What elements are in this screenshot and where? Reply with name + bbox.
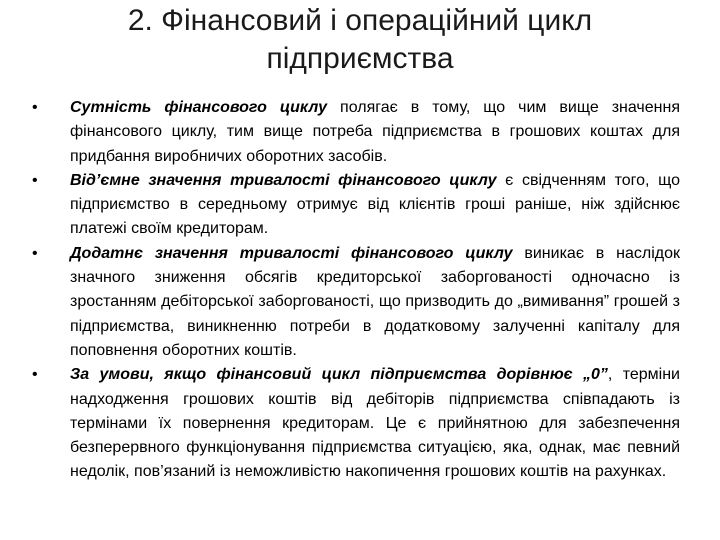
bullet-list	[30, 96, 680, 485]
bullet-icon: •	[32, 244, 38, 262]
slide-title-line-1: 2. Фінансовий і операційний цикл	[127, 4, 593, 37]
bullet-icon: •	[32, 171, 38, 189]
bullet-item-zero-cycle	[30, 363, 680, 484]
bullet-item-positive-cycle	[30, 242, 680, 363]
bullet-emphasis: Додатнє значення тривалості фінансового циклу	[70, 244, 513, 262]
bullet-emphasis: Сутність фінансового циклу	[70, 99, 328, 116]
bullet-icon: •	[32, 366, 38, 384]
bullet-emphasis: Від’ємне значення тривалості фінансового циклу	[70, 171, 497, 189]
slide-title-line-2: підприємства	[266, 42, 454, 75]
bullet-text: полягає в тому, що чим вище значення фінансового циклу, тим вище потреба підприємства в грошових коштах для придбання виробничих оборотних засобів.	[70, 99, 680, 165]
bullet-text: є свідченням того, що підприємство в середньому отримує від клієнтів гроші раніше, ніж здійснює платежі своїм кредиторам.	[70, 171, 680, 238]
bullet-item-negative-cycle	[30, 169, 680, 242]
bullet-emphasis: За умови, якщо фінансовий цикл підприємства дорівнює „0”	[70, 366, 608, 384]
bullet-item-financial-cycle-essence	[30, 96, 680, 169]
bullet-text: виникає в наслідок значного зниження обсягів кредиторської заборгованості одночасно із зростанням дебіторської заборгованості, що призводить до „вимивання” грошей з підприємства, виникненню потреби в додатковому залученні капіталу для поповнення оборотних коштів.	[70, 244, 680, 359]
bullet-text: , терміни надходження грошових коштів від дебіторів підприємства співпадають із термінами їх повернення кредиторам. Це є прийнятною для забезпечення безперервного функціонування підприємства ситуацією, яка, однак, має певний недолік, пов’язаний із неможливістю накопичення грошових коштів на рахунках.	[70, 366, 680, 481]
bullet-icon: •	[32, 99, 38, 116]
slide-title	[40, 2, 680, 78]
